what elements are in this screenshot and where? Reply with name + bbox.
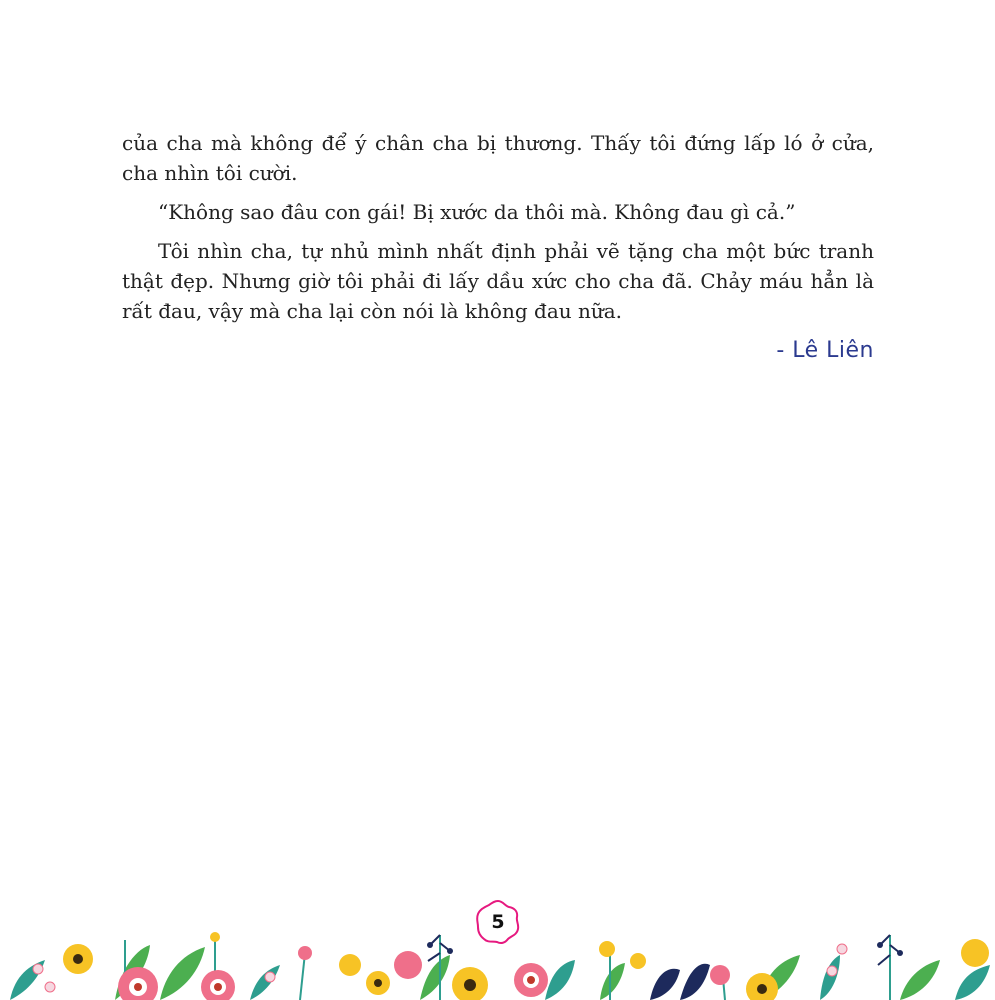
paragraph-3: Tôi nhìn cha, tự nhủ mình nhất định phải vẽ tặng cha một bức tranh thật đẹp. Nhưng giờ tôi phải đi lấy dầu xức cho cha đã. Chảy máu hẳn là rất đau, vậy mà cha lại còn nói là không đau nữa. (122, 239, 874, 323)
flower-border-decoration (0, 925, 995, 1000)
navy-sprig (428, 935, 900, 965)
paragraph-1: của cha mà không để ý chân cha bị thương. Thấy tôi đứng lấp ló ở cửa, cha nhìn tôi cười. (122, 131, 874, 185)
author-signature: - Lê Liên (776, 338, 874, 363)
paragraph-2: “Không sao đâu con gái! Bị xước da thôi mà. Không đau gì cả.” (158, 200, 796, 224)
story-text (122, 128, 874, 335)
leaf-cluster-right (760, 955, 990, 1000)
page-number: 5 (491, 911, 505, 933)
